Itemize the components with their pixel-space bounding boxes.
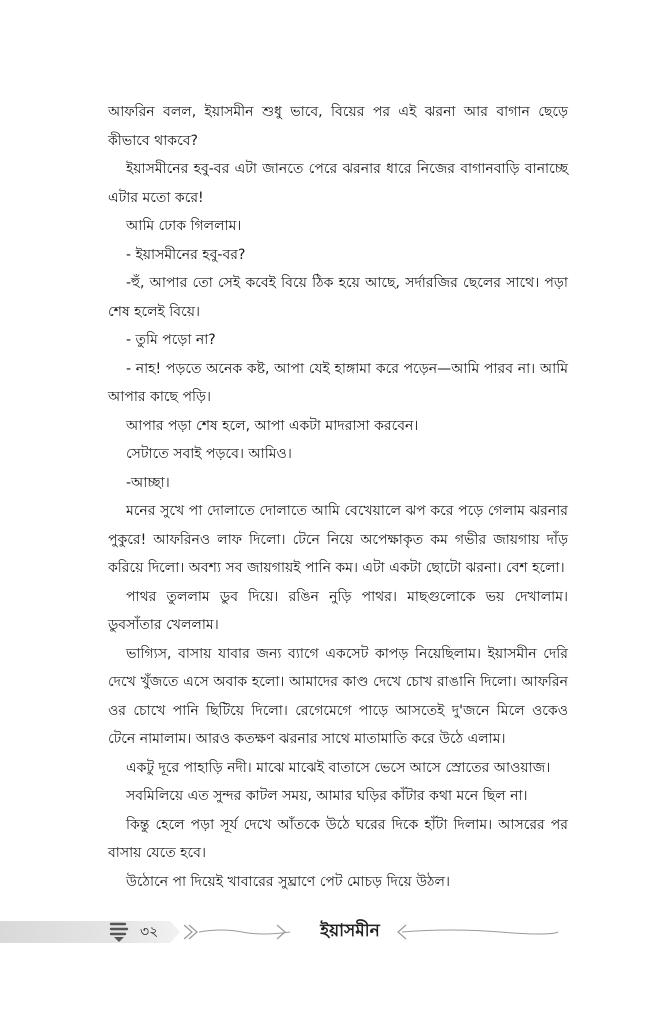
paragraph: ভাগ্যিস, বাসায় যাবার জন্য ব্যাগে একসেট কাপড় নিয়েছিলাম। ইয়াসমীন দেরি দেখে খুঁজতে এসে অবাক হলো। আমাদের কাণ্ড দেখে চোখ রাঙানি দিলো। আফরিন ওর চোখে পানি ছিটিয়ে দিলো। রেগেমেগে পাড়ে আসতেই দু'জনে মিলে ওকেও টেনে নামালাম। আরও কতক্ষণ ঝরনার সাথে মাতামাতি করে উঠে এলাম। — [108, 645, 568, 747]
paragraph: মনের সুখে পা দোলাতে দোলাতে আমি বেখেয়ালে ঝপ করে পড়ে গেলাম ঝরনার পুকুরে! আফরিনও লাফ দিলো। টেনে নিয়ে অপেক্ষাকৃত কম গভীর জায়গায় দাঁড় করিয়ে দিলো। অবশ্য সব জায়গায়ই পানি কম। এটা একটা ছোটো ঝরনা। বেশ হলো। — [108, 503, 568, 576]
paragraph: কিন্তু হেলে পড়া সূর্য দেখে আঁতকে উঠে ঘরের দিকে হাঁটা দিলাম। আসরের পর বাসায় যেতে হবে। — [108, 816, 568, 861]
page-body — [108, 98, 568, 890]
paragraph: একটু দূরে পাহাড়ি নদী। মাঝে মাঝেই বাতাসে ভেসে আসে স্রোতের আওয়াজ। — [126, 759, 551, 776]
paragraph: - নাহ! পড়তে অনেক কষ্ট, আপা যেই হাঙ্গামা করে পড়েন—আমি পারব না। আমি আপার কাছে পড়ি। — [108, 360, 568, 405]
paragraph: সবমিলিয়ে এত সুন্দর কাটল সময়, আমার ঘড়ির কাঁটার কথা মনে ছিল না। — [126, 788, 528, 804]
paragraph: ইয়াসমীনের হবু-বর এটা জানতে পেরে ঝরনার ধারে নিজের বাগানবাড়ি বানাচ্ছে এটার মতো করে! — [108, 161, 568, 206]
paragraph: আপার পড়া শেষ হলে, আপা একটা মাদরাসা করবেন। — [126, 417, 419, 434]
paragraph: উঠোনে পা দিয়েই খাবারের সুঘ্রাণে পেট মোচড় দিয়ে উঠল। — [126, 873, 450, 890]
page-number: ৩২ — [140, 924, 159, 940]
paragraph: - তুমি পড়ো না? — [126, 332, 216, 348]
paragraph: -হুঁ, আপার তো সেই কবেই বিয়ে ঠিক হয়ে আছে, সর্দারজির ছেলের সাথে। পড়া শেষ হলেই বিয়ে। — [108, 275, 568, 320]
paragraph: পাথর তুললাম ডুব দিয়ে। রঙিন নুড়ি পাথর। মাছগুলোকে ভয় দেখালাম। ডুবসাঁতার খেললাম। — [108, 588, 568, 633]
paragraph: আফরিন বলল, ইয়াসমীন শুধু ভাবে, বিয়ের পর এই ঝরনা আর বাগান ছেড়ে কীভাবে থাকবে? — [108, 104, 568, 149]
book-title: ইয়াসমীন — [320, 921, 380, 941]
paragraph: সেটাতে সবাই পড়বে। আমিও। — [126, 446, 292, 462]
book-mark-icon — [108, 920, 130, 944]
right-decorative-flourish — [400, 921, 560, 943]
paragraph: - ইয়াসমীনের হবু-বর? — [126, 246, 246, 263]
page-footer — [0, 915, 663, 949]
paragraph: আমি ঢোক গিললাম। — [126, 218, 242, 234]
left-decorative-flourish — [182, 921, 292, 943]
paragraph: -আচ্ছা। — [126, 474, 170, 491]
